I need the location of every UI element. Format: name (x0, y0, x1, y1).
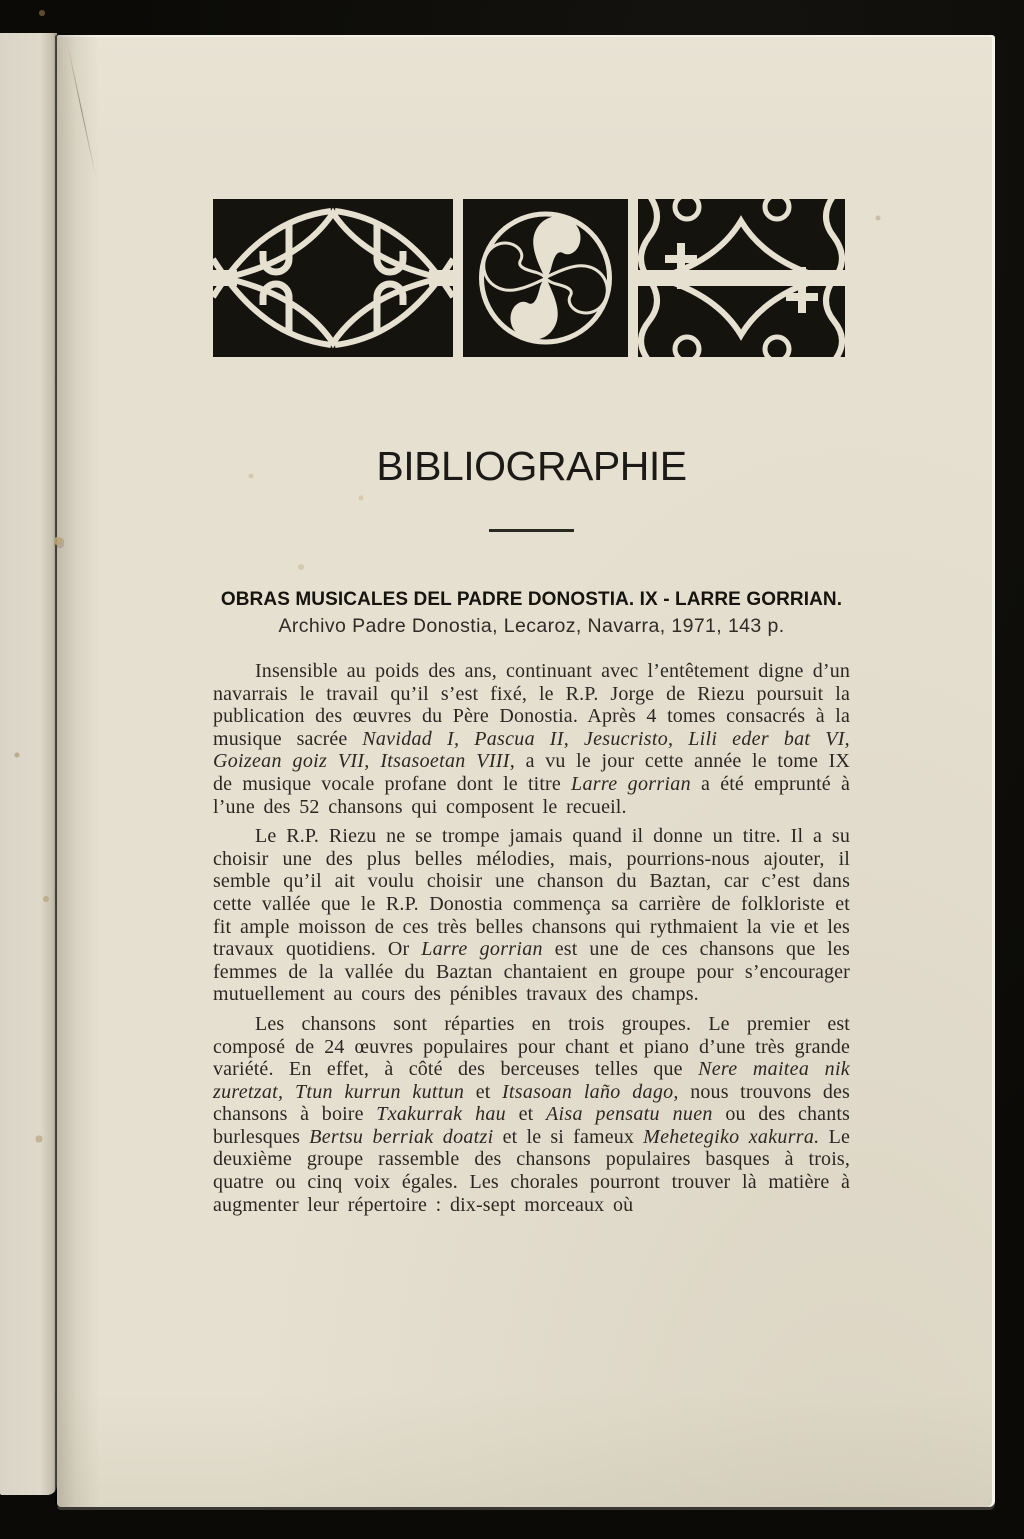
basque-lattice-right-icon (638, 199, 845, 357)
body-paragraph: Les chansons sont réparties en trois groupes. Le premier est composé de 24 œuvres populaires pour chant et piano d’une très grande variété. En effet, à côté des berceuses telles que Nere maitea nik zuretzat, Ttun kurrun kuttun et Itsasoan laño dago, nous trouvons des chansons à boire Txakurrak hau et Aisa pensatu nuen ou des chants burlesques Bertsu berriak doatzi et le si fameux Mehetegiko xakurra. Le deuxième groupe rassemble des chansons populaires basques à trois, quatre ou cinq voix égales. Les chorales pourront trouver là matière à augmenter leur répertoire : dix-sept morceaux où (213, 1012, 851, 1216)
title-rule (489, 529, 574, 532)
article-body (213, 660, 850, 1216)
book-page (57, 35, 995, 1507)
page-title: BIBLIOGRAPHIE (376, 443, 687, 489)
page-content (213, 35, 850, 1216)
basque-fretwork-left-icon (213, 199, 453, 357)
body-paragraph: Insensible au poids des ans, continuant avec l’entêtement digne d’un navarrais le travail qu’il s’est fixé, le R.P. Jorge de Riezu poursuit la publication des œuvres du Père Donostia. Après 4 tomes consacrés à la musique sacrée Navidad I, Pascua II, Jesucristo, Lili eder bat VI, Goizean goiz VII, Itsasoetan VIII, a vu le jour cette année le tome IX de musique vocale profane dont le titre Larre gorrian a été emprunté à l’une des 52 chansons qui composent le recueil. (213, 660, 850, 818)
lauburu-icon (463, 199, 628, 357)
foxing-spots (0, 0, 2, 2)
gutter-shadow (57, 35, 99, 1507)
entry-subheading: Archivo Padre Donostia, Lecaroz, Navarra, 1971, 143 p. (278, 615, 785, 637)
facing-page-edge (0, 33, 57, 1495)
basque-ornament-band (213, 199, 845, 357)
body-paragraph: Le R.P. Riezu ne se trompe jamais quand il donne un titre. Il a su choisir une des plus belles mélodies, mais, pourrions-nous ajouter, il semble qu’il ait voulu choisir une chanson du Baztan, car c’est dans cette vallée que le R.P. Donostia commença sa carrière de folkloriste et fit ample moisson de ces très belles chansons qui rythmaient la vie et les travaux quotidiens. Or Larre gorrian est une de ces chansons que les femmes de la vallée du Baztan chantaient en groupe pour s’encourager mutuellement au cours des pénibles travaux des champs. (213, 825, 850, 1006)
entry-heading: OBRAS MUSICALES DEL PADRE DONOSTIA. IX - LARRE GORRIAN. (220, 589, 843, 610)
